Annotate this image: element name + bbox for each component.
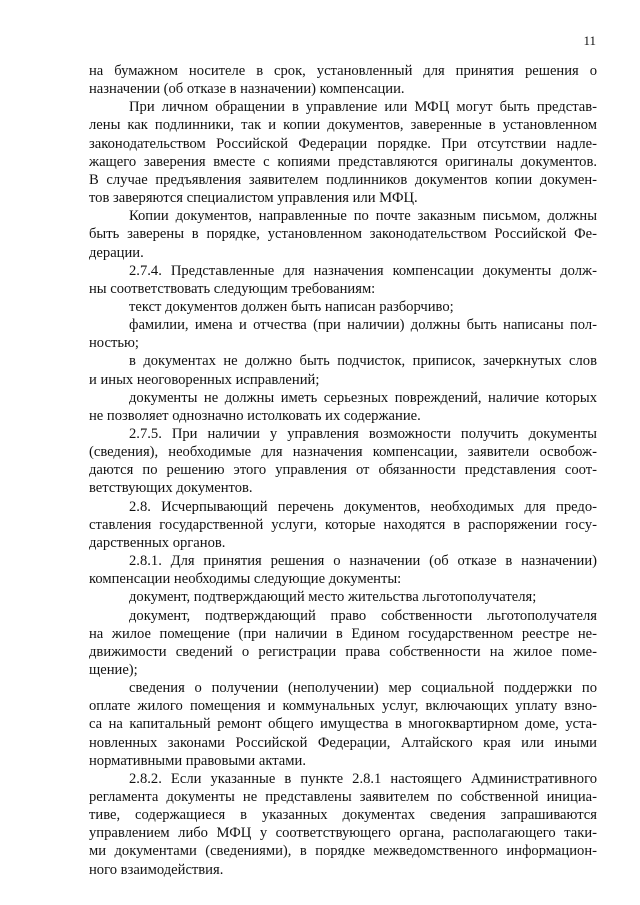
- text-line: регламента документы не представлены заявителем по собственной инициа-: [89, 789, 597, 805]
- text-line: в документах не должно быть подчисток, приписок, зачеркнутых слов: [129, 353, 597, 370]
- text-line: 2.7.4. Представленные для назначения компенсации документы долж-: [129, 262, 597, 279]
- page-number: 11: [583, 33, 596, 48]
- text-line: законодательством Российской Федерации порядке. При отсутствии надле-: [89, 135, 597, 152]
- text-line: на жилое помещение (при наличии в Едином государственном реестре не-: [89, 625, 597, 642]
- text-line: лены как подлинники, так и копии документов, заверенные в установленном: [89, 117, 597, 134]
- text-line: фамилии, имена и отчества (при наличии) должны быть написаны пол-: [129, 317, 597, 334]
- text-line: быть заверены в порядке, установленном законодательством Российской Фе-: [89, 226, 597, 243]
- text-line: текст документов должен быть написан разборчиво;: [129, 298, 454, 315]
- text-line: движимости сведений о регистрации права собственности на жилое поме-: [89, 643, 597, 660]
- text-line: на бумажном носителе в срок, установленный для принятия решения о: [89, 63, 597, 79]
- text-line: При личном обращении в управление или МФЦ могут быть представ-: [129, 99, 597, 116]
- text-line: назначении (об отказе в назначении) компенсации.: [89, 81, 405, 98]
- text-line: сведения о получении (неполучении) мер социальной поддержки по: [129, 680, 597, 697]
- text-line: и иных неоговоренных исправлений;: [89, 371, 320, 388]
- text-line: документ, подтверждающий право собственности льготополучателя: [129, 607, 597, 624]
- text-line: тов заверяются специалистом управления или МФЦ.: [89, 190, 418, 207]
- text-line: документы не должны иметь серьезных повреждений, наличие которых: [129, 389, 597, 406]
- text-line: ностью;: [89, 335, 139, 352]
- text-line: ны соответствовать следующим требованиям:: [89, 280, 376, 297]
- text-line: документ, подтверждающий место жительства льготополучателя;: [129, 589, 537, 606]
- text-line: Копии документов, направленные по почте заказным письмом, должны: [129, 208, 597, 225]
- text-line: 2.8.1. Для принятия решения о назначении (об отказе в назначении): [129, 553, 597, 570]
- text-line: са на капитальный ремонт общего имущества в многоквартирном доме, уста-: [89, 716, 597, 733]
- text-line: ветствующих документов.: [89, 480, 253, 497]
- text-line: нормативными правовыми актами.: [89, 752, 306, 769]
- text-line: ного взаимодействия.: [89, 861, 224, 878]
- text-line: В случае предъявления заявителем подлинников документов копии докумен-: [89, 171, 597, 188]
- text-line: оплате жилого помещения и коммунальных услуг, включающих уплату взно-: [89, 698, 597, 715]
- text-line: 2.8.2. Если указанные в пункте 2.8.1 настоящего Административного: [129, 770, 597, 787]
- text-line: дарственных органов.: [89, 534, 226, 551]
- text-line: новленных законами Российской Федерации, Алтайского края или иными: [89, 734, 597, 751]
- text-line: дерации.: [89, 244, 144, 261]
- text-line: компенсации необходимы следующие документы:: [89, 571, 402, 588]
- text-line: тиве, содержащиеся в указанных документах сведения запрашиваются: [89, 807, 597, 824]
- text-line: жащего заверения вместе с копиями представляются оригиналы документов.: [89, 153, 597, 170]
- text-line: ми документами (сведениями), в порядке межведомственного информацион-: [89, 843, 597, 860]
- text-line: ставления государственной услуги, которые находятся в распоряжении госу-: [89, 516, 597, 533]
- text-line: 2.8. Исчерпывающий перечень документов, необходимых для предо-: [129, 498, 597, 515]
- text-line: (сведения), необходимые для назначения компенсации, заявители освобож-: [89, 444, 597, 461]
- text-line: щение);: [89, 661, 138, 678]
- text-line: даются по решению этого управления от обязанности представления соот-: [89, 462, 597, 479]
- text-line: не позволяет однозначно истолковать их содержание.: [89, 407, 421, 424]
- text-line: управлением либо МФЦ у соответствующего органа, располагающего таки-: [89, 825, 597, 842]
- text-line: 2.7.5. При наличии у управления возможности получить документы: [129, 426, 597, 442]
